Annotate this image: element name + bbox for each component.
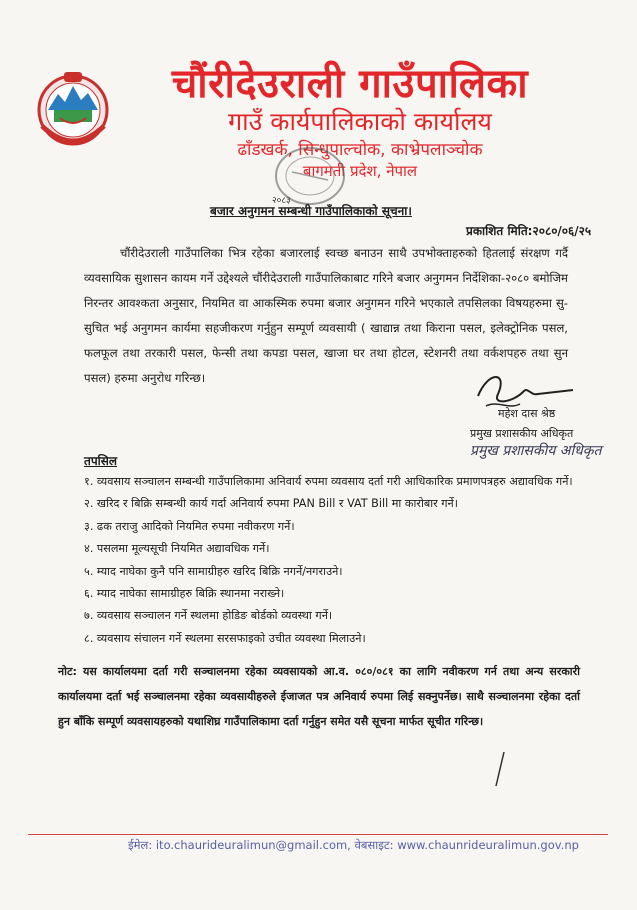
list-item: ५. म्याद नाघेका कुनै पनि सामाग्रीहरु खरिद बिक्रि नगर्ने/नगराउने। (84, 564, 343, 578)
footer-divider (28, 834, 608, 835)
municipality-title: चौंरीदेउराली गाउँपालिका (171, 61, 529, 107)
list-item: ६. म्याद नाघेका सामाग्रीहरु बिक्रि स्थानमा नराख्ने। (84, 586, 285, 600)
notice-body: चौंरीदेउराली गाउँपालिका भित्र रहेका बजारलाई स्वच्छ बनाउन साथै उपभोक्ताहरुको हितलाई संरक्षण गर्दै व्यवसायिक सुशासन कायम गर्ने उद्देश्यले चौंरीदेउराली गाउँपालिकाबाट गरिने बजार अनुगमन निर्देशिका-२०८० बमोजिम निरन्तर आवश्कता अनुसार, नियमित वा आकस्मिक रुपमा बजार अनुगमन गरिने भएकाले तपसिलका विषयहरुमा सु-सुचित भई अनुगमन कार्यमा सहजीकरण गर्नुहुन सम्पूर्ण व्यवसायी ( खाद्यान्न तथा किराना पसल, इलेक्ट्रोनिक पसल, फलफूल तथा तरकारी पसल, फेन्सी तथा कपडा पसल, खाजा घर तथा होटल, स्टेशनरी तथा वर्कशपहरु तथा सुन पसल) हरुमा अनुरोध गरिन्छ। (84, 246, 568, 385)
nepal-emblem-icon (34, 66, 112, 152)
pen-mark-icon (490, 750, 510, 790)
list-item: ८. व्यवसाय संचालन गर्ने स्थलमा सरसफाइको उचीत व्यवस्था मिलाउने। (84, 631, 366, 645)
directive-list (84, 471, 584, 650)
list-item: ४. पसलमा मूल्यसूची नियमित अद्यावधिक गर्ने। (84, 542, 270, 556)
signatory-stamp: प्रमुख प्रशासकीय अधिकृत (470, 443, 602, 459)
office-address: ढाँडखर्क, सिन्धुपाल्चोक, काभ्रेपलाञ्चोक (237, 140, 483, 160)
website-link[interactable]: www.chaunrideuralimun.gov.np (397, 838, 579, 852)
website-label: वेबसाइट: (354, 838, 394, 852)
footer-contact (128, 838, 588, 853)
signatory-name: महेश दास श्रेष्ठ (498, 407, 556, 420)
note-paragraph: नोट: यस कार्यालयमा दर्ता गरी सञ्चालनमा रहेका व्यवसायको आ.व. ०८०/०८१ का लागि नवीकरण गर्न तथा अन्य सरकारी कार्यालयमा दर्ता भई सञ्चालनमा रहेका व्यवसायीहरुले ईजाजत पत्र अनिवार्य रुपमा लिई सक्नुपर्नेछ। साथै सञ्चालनमा रहेका दर्ता हुन बाँकि सम्पूर्ण व्यवसायहरुको यथाशिघ्र गाउँपालिकामा दर्ता गर्नुहुन समेत यसै सूचना मार्फत सूचीत गरिन्छ। (58, 665, 580, 728)
list-item: १. व्यवसाय सञ्चालन सम्बन्धी गाउँपालिकामा अनिवार्य रुपमा व्यवसाय दर्ता गरी आधिकारिक प्रमाणपत्रहरु अद्यावधिक गर्ने। (84, 475, 573, 488)
list-item: ३. ढक तराजु आदिको नियमित रुपमा नवीकरण गर्ने। (84, 519, 295, 533)
notice-title: बजार अनुगमन सम्बन्धी गाउँपालिकाको सूचना। (210, 204, 412, 218)
stamp-number: २०८३ (272, 196, 291, 206)
office-province: बागमती प्रदेश, नेपाल (302, 162, 418, 180)
list-item: २. खरिद र बिक्रि सम्बन्धी कार्य गर्दा अनिवार्य रुपमा PAN Bill र VAT Bill मा कारोबार गर्ने। (84, 497, 459, 511)
list-item: ७. व्यवसाय सञ्चालन गर्ने स्थलमा होडिङ बोर्डको व्यवस्था गर्ने। (84, 609, 333, 623)
email-link[interactable]: ito.chaurideuralimun@gmail.com, (155, 838, 351, 852)
list-heading: तपसिल (84, 454, 118, 468)
published-date: प्रकाशित मिति:२०८०/०६/२५ (466, 224, 592, 238)
signatory-title: प्रमुख प्रशासकीय अधिकृत (470, 427, 574, 440)
office-subtitle: गाउँ कार्यपालिकाको कार्यालय (228, 107, 492, 136)
email-label: ईमेल: (128, 838, 153, 852)
